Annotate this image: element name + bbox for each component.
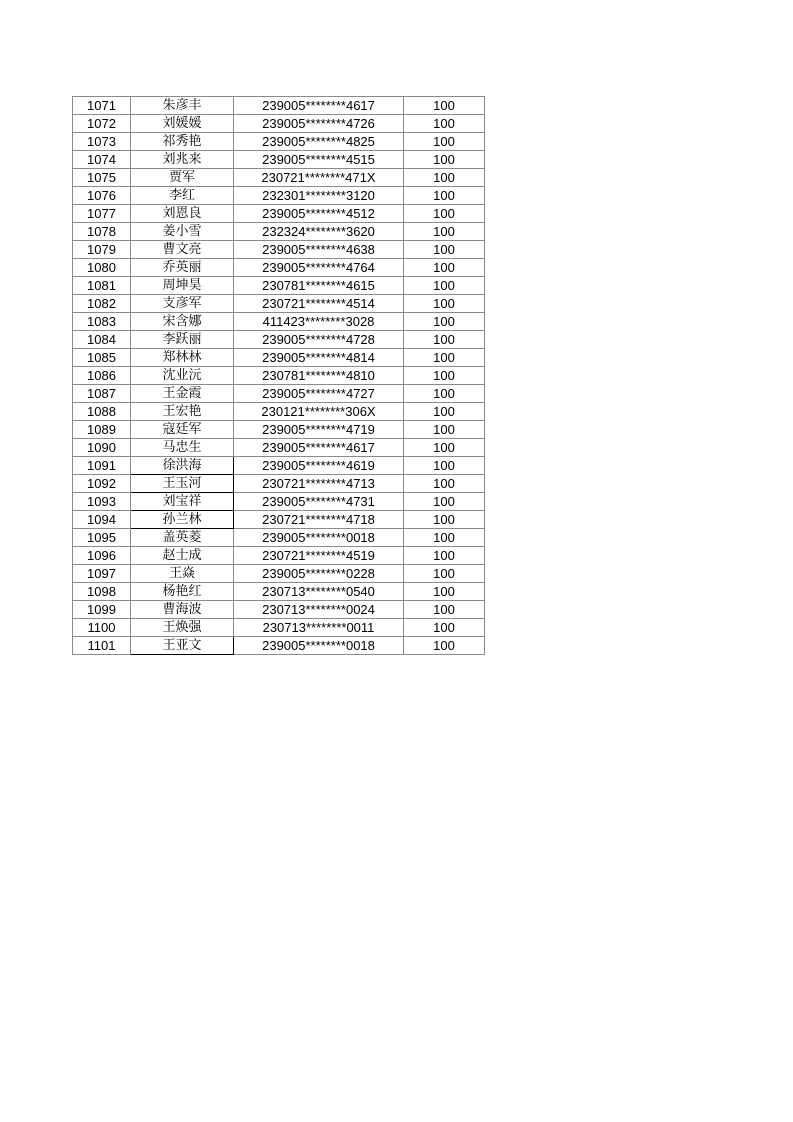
table-row bbox=[73, 565, 485, 583]
table-row bbox=[73, 115, 485, 133]
name-cell: 王焕强 bbox=[131, 619, 234, 637]
score-cell: 100 bbox=[404, 187, 485, 205]
row-number-cell: 1096 bbox=[73, 547, 131, 565]
id-number-cell: 239005********4727 bbox=[234, 385, 404, 403]
name-cell: 刘恩良 bbox=[131, 205, 234, 223]
score-cell: 100 bbox=[404, 529, 485, 547]
name-cell: 盖英菱 bbox=[131, 529, 234, 547]
score-cell: 100 bbox=[404, 421, 485, 439]
name-cell: 王宏艳 bbox=[131, 403, 234, 421]
row-number-cell: 1089 bbox=[73, 421, 131, 439]
table-row bbox=[73, 367, 485, 385]
name-cell: 徐洪海 bbox=[131, 457, 234, 475]
name-cell: 王金霞 bbox=[131, 385, 234, 403]
id-number-cell: 239005********4825 bbox=[234, 133, 404, 151]
row-number-cell: 1080 bbox=[73, 259, 131, 277]
row-number-cell: 1093 bbox=[73, 493, 131, 511]
score-cell: 100 bbox=[404, 619, 485, 637]
id-number-cell: 230721********4713 bbox=[234, 475, 404, 493]
score-cell: 100 bbox=[404, 313, 485, 331]
id-number-cell: 239005********4617 bbox=[234, 439, 404, 457]
name-cell: 刘宝祥 bbox=[131, 493, 234, 511]
name-cell: 王焱 bbox=[131, 565, 234, 583]
name-cell: 杨艳红 bbox=[131, 583, 234, 601]
row-number-cell: 1088 bbox=[73, 403, 131, 421]
score-cell: 100 bbox=[404, 277, 485, 295]
score-cell: 100 bbox=[404, 241, 485, 259]
score-cell: 100 bbox=[404, 133, 485, 151]
table-row bbox=[73, 619, 485, 637]
table-row bbox=[73, 241, 485, 259]
id-number-cell: 239005********0228 bbox=[234, 565, 404, 583]
name-cell: 曹文亮 bbox=[131, 241, 234, 259]
row-number-cell: 1099 bbox=[73, 601, 131, 619]
name-cell: 姜小雪 bbox=[131, 223, 234, 241]
id-number-cell: 239005********4764 bbox=[234, 259, 404, 277]
id-number-cell: 230721********471X bbox=[234, 169, 404, 187]
id-number-cell: 230713********0024 bbox=[234, 601, 404, 619]
name-cell: 曹海波 bbox=[131, 601, 234, 619]
score-cell: 100 bbox=[404, 583, 485, 601]
score-cell: 100 bbox=[404, 475, 485, 493]
row-number-cell: 1095 bbox=[73, 529, 131, 547]
row-number-cell: 1101 bbox=[73, 637, 131, 655]
id-number-cell: 230121********306X bbox=[234, 403, 404, 421]
score-cell: 100 bbox=[404, 637, 485, 655]
row-number-cell: 1100 bbox=[73, 619, 131, 637]
id-number-cell: 230721********4718 bbox=[234, 511, 404, 529]
score-cell: 100 bbox=[404, 385, 485, 403]
id-number-cell: 230781********4615 bbox=[234, 277, 404, 295]
score-cell: 100 bbox=[404, 115, 485, 133]
id-number-cell: 239005********4731 bbox=[234, 493, 404, 511]
table-row bbox=[73, 439, 485, 457]
id-number-cell: 232324********3620 bbox=[234, 223, 404, 241]
row-number-cell: 1075 bbox=[73, 169, 131, 187]
score-cell: 100 bbox=[404, 169, 485, 187]
table-row bbox=[73, 421, 485, 439]
score-cell: 100 bbox=[404, 403, 485, 421]
row-number-cell: 1090 bbox=[73, 439, 131, 457]
table-row bbox=[73, 295, 485, 313]
row-number-cell: 1077 bbox=[73, 205, 131, 223]
table-row bbox=[73, 403, 485, 421]
name-cell: 王亚文 bbox=[131, 637, 234, 655]
table-row bbox=[73, 529, 485, 547]
score-cell: 100 bbox=[404, 151, 485, 169]
row-number-cell: 1091 bbox=[73, 457, 131, 475]
name-cell: 刘媛媛 bbox=[131, 115, 234, 133]
name-cell: 贾军 bbox=[131, 169, 234, 187]
id-number-cell: 230713********0540 bbox=[234, 583, 404, 601]
row-number-cell: 1079 bbox=[73, 241, 131, 259]
table-row bbox=[73, 493, 485, 511]
name-cell: 宋含娜 bbox=[131, 313, 234, 331]
row-number-cell: 1087 bbox=[73, 385, 131, 403]
id-number-cell: 230713********0011 bbox=[234, 619, 404, 637]
row-number-cell: 1094 bbox=[73, 511, 131, 529]
table-row bbox=[73, 475, 485, 493]
row-number-cell: 1098 bbox=[73, 583, 131, 601]
row-number-cell: 1071 bbox=[73, 97, 131, 115]
row-number-cell: 1082 bbox=[73, 295, 131, 313]
id-number-cell: 232301********3120 bbox=[234, 187, 404, 205]
row-number-cell: 1085 bbox=[73, 349, 131, 367]
table-row bbox=[73, 547, 485, 565]
score-cell: 100 bbox=[404, 97, 485, 115]
score-cell: 100 bbox=[404, 457, 485, 475]
name-cell: 马忠生 bbox=[131, 439, 234, 457]
name-cell: 郑林林 bbox=[131, 349, 234, 367]
row-number-cell: 1086 bbox=[73, 367, 131, 385]
id-number-cell: 239005********0018 bbox=[234, 637, 404, 655]
score-cell: 100 bbox=[404, 493, 485, 511]
table-row bbox=[73, 97, 485, 115]
row-number-cell: 1083 bbox=[73, 313, 131, 331]
table-row bbox=[73, 313, 485, 331]
score-cell: 100 bbox=[404, 259, 485, 277]
name-cell: 寇廷军 bbox=[131, 421, 234, 439]
id-number-cell: 411423********3028 bbox=[234, 313, 404, 331]
table-row bbox=[73, 349, 485, 367]
row-number-cell: 1074 bbox=[73, 151, 131, 169]
name-cell: 祁秀艳 bbox=[131, 133, 234, 151]
table-row bbox=[73, 457, 485, 475]
name-cell: 支彦军 bbox=[131, 295, 234, 313]
name-cell: 赵士成 bbox=[131, 547, 234, 565]
table-row bbox=[73, 151, 485, 169]
row-number-cell: 1092 bbox=[73, 475, 131, 493]
id-number-cell: 239005********4512 bbox=[234, 205, 404, 223]
row-number-cell: 1076 bbox=[73, 187, 131, 205]
score-cell: 100 bbox=[404, 601, 485, 619]
name-cell: 刘兆来 bbox=[131, 151, 234, 169]
score-cell: 100 bbox=[404, 331, 485, 349]
row-number-cell: 1081 bbox=[73, 277, 131, 295]
row-number-cell: 1073 bbox=[73, 133, 131, 151]
row-number-cell: 1072 bbox=[73, 115, 131, 133]
table-row bbox=[73, 223, 485, 241]
name-cell: 周坤昊 bbox=[131, 277, 234, 295]
id-number-cell: 239005********4814 bbox=[234, 349, 404, 367]
table-row bbox=[73, 637, 485, 655]
name-cell: 王玉河 bbox=[131, 475, 234, 493]
table-row bbox=[73, 331, 485, 349]
id-number-cell: 239005********4619 bbox=[234, 457, 404, 475]
score-cell: 100 bbox=[404, 367, 485, 385]
name-cell: 李红 bbox=[131, 187, 234, 205]
id-number-cell: 239005********0018 bbox=[234, 529, 404, 547]
table-row bbox=[73, 133, 485, 151]
name-cell: 李跃丽 bbox=[131, 331, 234, 349]
row-number-cell: 1097 bbox=[73, 565, 131, 583]
score-cell: 100 bbox=[404, 349, 485, 367]
score-cell: 100 bbox=[404, 547, 485, 565]
table-row bbox=[73, 187, 485, 205]
name-cell: 朱彦丰 bbox=[131, 97, 234, 115]
table-row bbox=[73, 259, 485, 277]
score-cell: 100 bbox=[404, 295, 485, 313]
table-row bbox=[73, 601, 485, 619]
score-cell: 100 bbox=[404, 511, 485, 529]
roster-table bbox=[72, 96, 485, 655]
row-number-cell: 1084 bbox=[73, 331, 131, 349]
name-cell: 沈业沅 bbox=[131, 367, 234, 385]
table-row bbox=[73, 169, 485, 187]
name-cell: 孙兰林 bbox=[131, 511, 234, 529]
score-cell: 100 bbox=[404, 565, 485, 583]
id-number-cell: 239005********4728 bbox=[234, 331, 404, 349]
id-number-cell: 230781********4810 bbox=[234, 367, 404, 385]
id-number-cell: 230721********4519 bbox=[234, 547, 404, 565]
id-number-cell: 239005********4617 bbox=[234, 97, 404, 115]
id-number-cell: 239005********4719 bbox=[234, 421, 404, 439]
row-number-cell: 1078 bbox=[73, 223, 131, 241]
table-row bbox=[73, 583, 485, 601]
score-cell: 100 bbox=[404, 439, 485, 457]
id-number-cell: 239005********4726 bbox=[234, 115, 404, 133]
id-number-cell: 230721********4514 bbox=[234, 295, 404, 313]
table-row bbox=[73, 277, 485, 295]
score-cell: 100 bbox=[404, 223, 485, 241]
table-row bbox=[73, 511, 485, 529]
name-cell: 乔英丽 bbox=[131, 259, 234, 277]
score-cell: 100 bbox=[404, 205, 485, 223]
table-row bbox=[73, 205, 485, 223]
id-number-cell: 239005********4515 bbox=[234, 151, 404, 169]
roster-table-body bbox=[73, 97, 485, 655]
table-row bbox=[73, 385, 485, 403]
id-number-cell: 239005********4638 bbox=[234, 241, 404, 259]
